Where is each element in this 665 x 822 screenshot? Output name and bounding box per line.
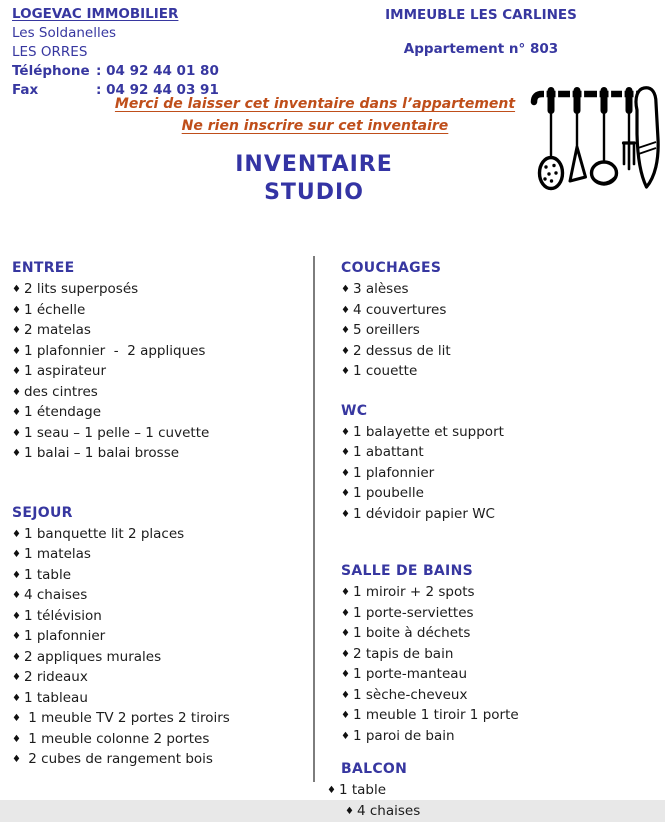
item-text: 1 meuble 1 tiroir 1 porte — [353, 707, 519, 723]
list-item — [12, 709, 304, 730]
list-item — [341, 362, 641, 383]
bullet-diamond-icon: ♦ — [12, 428, 21, 439]
bullet-diamond-icon: ♦ — [341, 509, 350, 520]
item-text: 2 lits superposés — [24, 281, 138, 297]
list-item — [12, 321, 304, 342]
list-item — [341, 583, 641, 604]
column-divider — [313, 256, 315, 782]
item-text: 1 sèche-cheveux — [353, 687, 468, 703]
bullet-diamond-icon: ♦ — [341, 488, 350, 499]
list-item — [341, 464, 641, 485]
list-item — [12, 383, 304, 404]
bullet-diamond-icon: ♦ — [12, 305, 21, 316]
list-item — [341, 301, 641, 322]
bullet-diamond-icon: ♦ — [341, 731, 350, 742]
bullet-diamond-icon: ♦ — [341, 608, 350, 619]
left-column — [12, 256, 304, 771]
bullet-diamond-icon: ♦ — [341, 325, 350, 336]
item-text: 1 dévidoir papier WC — [353, 506, 495, 522]
section-balcon — [341, 757, 641, 822]
bullet-diamond-icon: ♦ — [12, 407, 21, 418]
list-item — [12, 342, 304, 363]
list-item — [12, 403, 304, 424]
item-text: 1 balayette et support — [353, 424, 504, 440]
section-sejour — [12, 501, 304, 771]
section-title: ENTREE — [12, 256, 304, 280]
list-item — [12, 566, 304, 587]
list-item — [341, 484, 641, 505]
list-item — [341, 706, 641, 727]
agency-residence: Les Soldanelles — [12, 24, 219, 43]
section-title: SEJOUR — [12, 501, 304, 525]
list-item — [341, 604, 641, 625]
list-item — [12, 586, 304, 607]
item-text: 1 table — [24, 567, 71, 583]
phone-label: Téléphone — [12, 62, 96, 81]
item-text: 4 chaises — [24, 587, 87, 603]
list-item — [12, 545, 304, 566]
bullet-diamond-icon: ♦ — [341, 284, 350, 295]
list-item — [341, 686, 641, 707]
bullet-diamond-icon: ♦ — [12, 611, 21, 622]
bullet-diamond-icon: ♦ — [341, 710, 350, 721]
building-name: IMMEUBLE LES CARLINES — [350, 7, 612, 23]
item-text: 5 oreillers — [353, 322, 420, 338]
section-title: WC — [341, 399, 641, 423]
list-item — [12, 424, 304, 445]
list-item — [341, 624, 641, 645]
item-text: 1 boite à déchets — [353, 625, 470, 641]
agency-city: LES ORRES — [12, 43, 219, 62]
list-item — [12, 301, 304, 322]
list-item — [341, 505, 641, 526]
item-text: 1 plafonnier - 2 appliques — [24, 343, 206, 359]
bullet-diamond-icon: ♦ — [12, 713, 21, 724]
bullet-diamond-icon: ♦ — [12, 631, 21, 642]
bullet-diamond-icon: ♦ — [12, 693, 21, 704]
bullet-diamond-icon: ♦ — [341, 305, 350, 316]
fax-label: Fax — [12, 81, 96, 100]
bullet-diamond-icon: ♦ — [345, 806, 354, 817]
section-wc — [341, 399, 641, 526]
section-title: BALCON — [341, 757, 641, 781]
section-title: SALLE DE BAINS — [341, 559, 641, 583]
bullet-diamond-icon: ♦ — [12, 448, 21, 459]
item-text: 1 porte-manteau — [353, 666, 467, 682]
bullet-diamond-icon: ♦ — [327, 785, 336, 796]
bullet-diamond-icon: ♦ — [12, 325, 21, 336]
list-item — [12, 280, 304, 301]
bullet-diamond-icon: ♦ — [341, 346, 350, 357]
bullet-diamond-icon: ♦ — [12, 387, 21, 398]
bullet-diamond-icon: ♦ — [341, 468, 350, 479]
list-item — [12, 750, 304, 771]
list-item — [12, 444, 304, 465]
list-item — [12, 525, 304, 546]
bullet-diamond-icon: ♦ — [341, 366, 350, 377]
item-text: 1 étendage — [24, 404, 101, 420]
item-text: 1 miroir + 2 spots — [353, 584, 475, 600]
list-item — [341, 280, 641, 301]
item-text: 1 abattant — [353, 444, 424, 460]
item-text: 2 tapis de bain — [353, 646, 453, 662]
list-item — [345, 802, 641, 822]
item-text: 1 tableau — [24, 690, 88, 706]
list-item — [341, 727, 641, 748]
bullet-diamond-icon: ♦ — [12, 672, 21, 683]
agency-name: LOGEVAC IMMOBILIER — [12, 5, 219, 24]
list-item — [12, 689, 304, 710]
item-text: 1 plafonnier — [353, 465, 434, 481]
item-text: 2 dessus de lit — [353, 343, 451, 359]
list-item — [341, 665, 641, 686]
item-text: 1 banquette lit 2 places — [24, 526, 184, 542]
item-text: 2 appliques murales — [24, 649, 161, 665]
item-text: 2 matelas — [24, 322, 91, 338]
bullet-diamond-icon: ♦ — [12, 346, 21, 357]
bullet-diamond-icon: ♦ — [12, 754, 21, 765]
item-text: 2 rideaux — [24, 669, 88, 685]
section-couchages — [341, 256, 641, 383]
fax-number: : 04 92 44 03 91 — [96, 82, 219, 98]
bullet-diamond-icon: ♦ — [341, 427, 350, 438]
list-item — [341, 443, 641, 464]
bullet-diamond-icon: ♦ — [341, 649, 350, 660]
notice-line-1: Merci de laisser cet inventaire dans l’appartement — [0, 96, 630, 112]
bullet-diamond-icon: ♦ — [12, 366, 21, 377]
bullet-diamond-icon: ♦ — [341, 587, 350, 598]
bullet-diamond-icon: ♦ — [12, 652, 21, 663]
item-text: des cintres — [24, 384, 98, 400]
bullet-diamond-icon: ♦ — [12, 734, 21, 745]
bullet-diamond-icon: ♦ — [341, 628, 350, 639]
item-text: 1 porte-serviettes — [353, 605, 474, 621]
item-text: 1 table — [339, 782, 386, 798]
bullet-diamond-icon: ♦ — [12, 549, 21, 560]
title-line-2: STUDIO — [0, 179, 628, 207]
list-item — [341, 423, 641, 444]
list-item — [12, 362, 304, 383]
item-text: 1 seau – 1 pelle – 1 cuvette — [24, 425, 209, 441]
item-text: 2 cubes de rangement bois — [28, 751, 213, 767]
list-item — [327, 781, 641, 802]
list-item — [12, 668, 304, 689]
item-text: 1 aspirateur — [24, 363, 106, 379]
bullet-diamond-icon: ♦ — [341, 447, 350, 458]
bullet-diamond-icon: ♦ — [12, 529, 21, 540]
item-text: 1 poubelle — [353, 485, 424, 501]
bullet-diamond-icon: ♦ — [12, 590, 21, 601]
bullet-diamond-icon: ♦ — [341, 669, 350, 680]
agency-block — [12, 5, 219, 100]
item-text: 1 matelas — [24, 546, 91, 562]
list-item — [12, 607, 304, 628]
phone-number: : 04 92 44 01 80 — [96, 63, 219, 79]
apartment-number: Appartement n° 803 — [350, 41, 612, 57]
item-text: 1 balai – 1 balai brosse — [24, 445, 179, 461]
bullet-diamond-icon: ♦ — [341, 690, 350, 701]
item-text: 1 couette — [353, 363, 417, 379]
item-text: 1 télévision — [24, 608, 102, 624]
item-text: 1 plafonnier — [24, 628, 105, 644]
bullet-diamond-icon: ♦ — [12, 570, 21, 581]
item-text: 4 chaises — [357, 803, 420, 819]
list-item — [12, 730, 304, 751]
item-text: 3 alèses — [353, 281, 409, 297]
list-item — [12, 627, 304, 648]
section-salle-de-bains — [341, 559, 641, 747]
section-entree — [12, 256, 304, 465]
title-line-1: INVENTAIRE — [0, 151, 628, 179]
item-text: 1 échelle — [24, 302, 85, 318]
item-text: 1 meuble TV 2 portes 2 tiroirs — [28, 710, 230, 726]
item-text: 1 paroi de bain — [353, 728, 455, 744]
list-item — [341, 645, 641, 666]
list-item — [12, 648, 304, 669]
list-item — [341, 342, 641, 363]
list-item — [341, 321, 641, 342]
item-text: 4 couvertures — [353, 302, 446, 318]
right-column — [341, 256, 641, 822]
page-title — [0, 151, 628, 207]
item-text: 1 meuble colonne 2 portes — [28, 731, 209, 747]
bullet-diamond-icon: ♦ — [12, 284, 21, 295]
section-title: COUCHAGES — [341, 256, 641, 280]
notice-line-2: Ne rien inscrire sur cet inventaire — [0, 118, 630, 134]
phone-row — [12, 62, 219, 81]
